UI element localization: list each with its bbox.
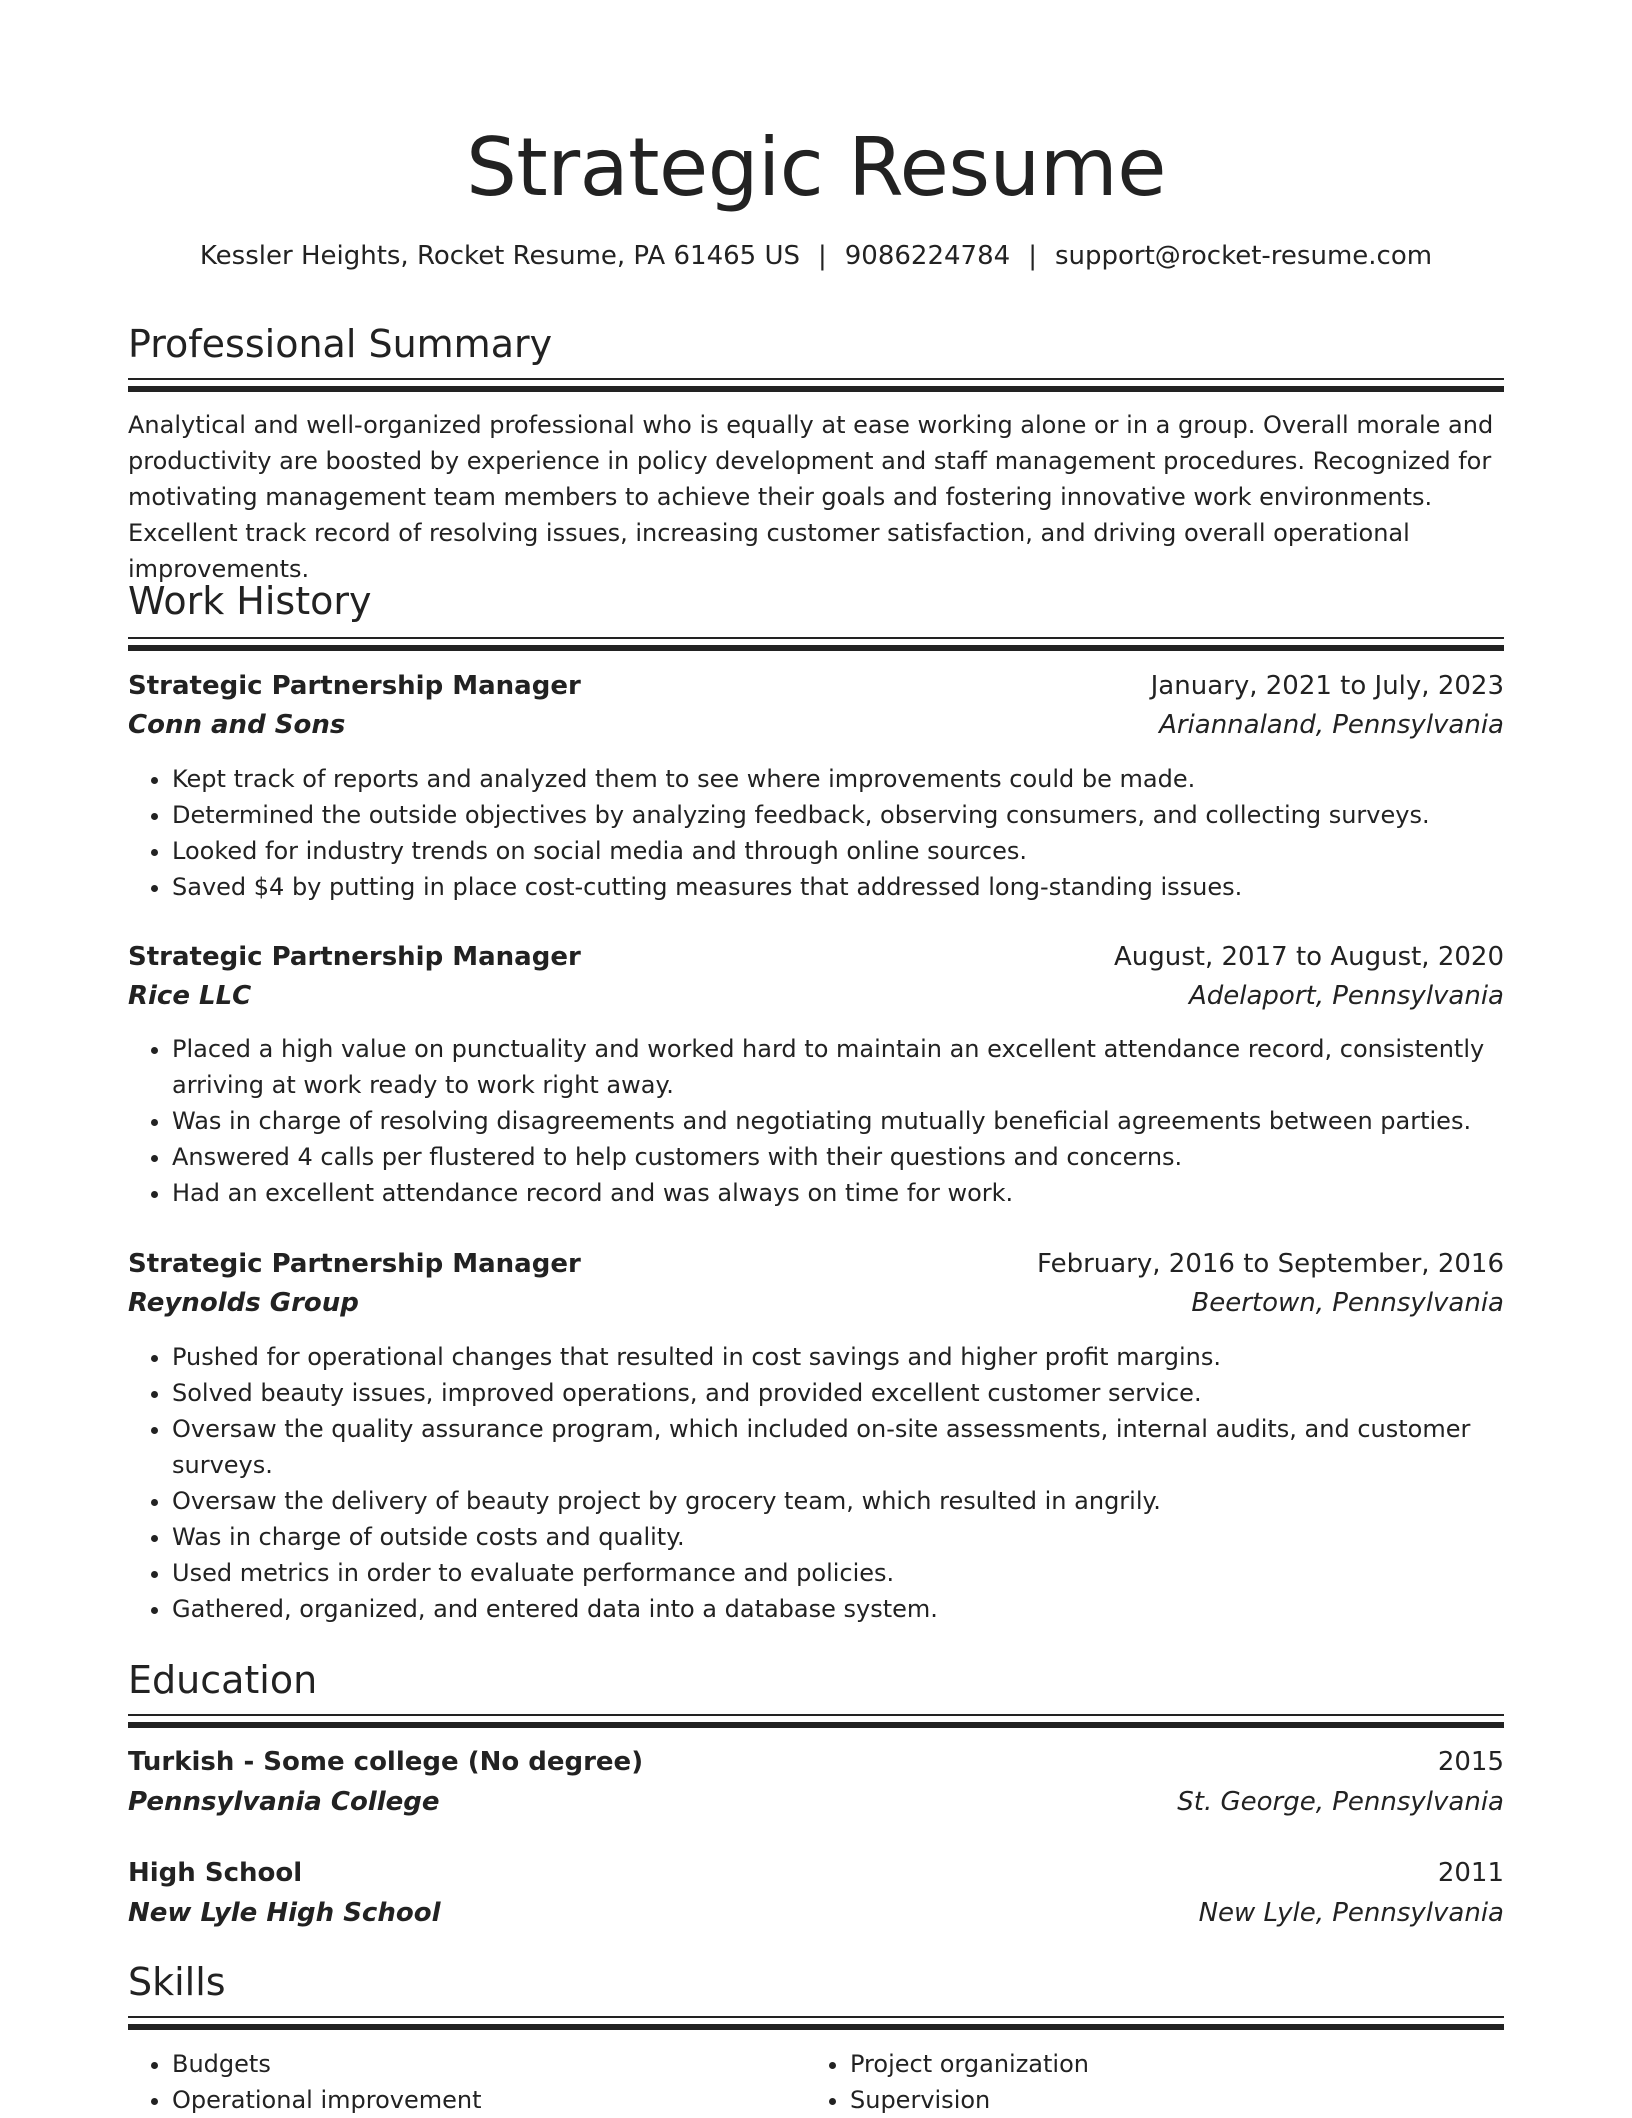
contact-address: Kessler Heights, Rocket Resume, PA 61465 US: [199, 241, 800, 271]
education-school-row: [128, 1895, 1504, 1931]
job-title: Strategic Partnership Manager: [128, 671, 581, 701]
section-divider: [128, 637, 1504, 651]
job-company: Rice LLC: [128, 981, 252, 1011]
job-employer-row: [128, 978, 1504, 1014]
job-location: Adelaport, Pennsylvania: [1188, 981, 1504, 1011]
job-bullets: [128, 1031, 1504, 1211]
skills-list-right: [806, 2046, 1486, 2118]
list-item: • Looked for industry trends on social media and through online sources.: [172, 833, 1504, 869]
skills-list-left: [128, 2046, 808, 2118]
section-heading-education: Education: [128, 1658, 318, 1702]
list-item: • Budgets: [172, 2046, 808, 2082]
contact-email: support@rocket-resume.com: [1054, 241, 1433, 271]
list-item: • Project organization: [850, 2046, 1486, 2082]
job-title: Strategic Partnership Manager: [128, 942, 581, 972]
list-item: • Placed a high value on punctuality and worked hard to maintain an excellent attendance record, consistently arriving at work ready to work right away.: [172, 1031, 1504, 1103]
contact-separator: |: [818, 241, 827, 271]
job-location: Beertown, Pennsylvania: [1191, 1288, 1504, 1318]
job-dates: January, 2021 to July, 2023: [1150, 671, 1504, 701]
job-header: [128, 939, 1504, 975]
job-bullets: [128, 761, 1504, 905]
education-year: 2011: [1437, 1858, 1504, 1888]
job-employer-row: [128, 1285, 1504, 1321]
section-divider: [128, 1714, 1504, 1728]
list-item: • Had an excellent attendance record and was always on time for work.: [172, 1175, 1504, 1211]
job-employer-row: [128, 707, 1504, 743]
list-item: • Oversaw the delivery of beauty project by grocery team, which resulted in angrily.: [172, 1483, 1504, 1519]
list-item: • Solved beauty issues, improved operations, and provided excellent customer service.: [172, 1375, 1504, 1411]
education-school-row: [128, 1784, 1504, 1820]
job-title: Strategic Partnership Manager: [128, 1249, 581, 1279]
contact-line: [0, 238, 1632, 274]
section-divider: [128, 378, 1504, 392]
list-item: • Answered 4 calls per flustered to help customers with their questions and concerns.: [172, 1139, 1504, 1175]
list-item: • Was in charge of outside costs and quality.: [172, 1519, 1504, 1555]
list-item: • Was in charge of resolving disagreements and negotiating mutually beneficial agreements between parties.: [172, 1103, 1504, 1139]
job-header: [128, 668, 1504, 704]
section-heading-summary: Professional Summary: [128, 322, 553, 366]
list-item: • Operational improvement: [172, 2082, 808, 2118]
list-item: • Pushed for operational changes that resulted in cost savings and higher profit margins.: [172, 1339, 1504, 1375]
job-dates: February, 2016 to September, 2016: [1037, 1249, 1504, 1279]
education-header: [128, 1855, 1504, 1891]
list-item: • Kept track of reports and analyzed them to see where improvements could be made.: [172, 761, 1504, 797]
education-degree: High School: [128, 1858, 303, 1888]
education-location: New Lyle, Pennsylvania: [1198, 1898, 1504, 1928]
education-header: [128, 1744, 1504, 1780]
job-dates: August, 2017 to August, 2020: [1114, 942, 1504, 972]
education-school: Pennsylvania College: [128, 1787, 440, 1817]
job-company: Reynolds Group: [128, 1288, 359, 1318]
education-degree: Turkish - Some college (No degree): [128, 1747, 644, 1777]
section-heading-skills: Skills: [128, 1960, 226, 2004]
job-bullets: [128, 1339, 1504, 1627]
job-location: Ariannaland, Pennsylvania: [1159, 710, 1504, 740]
summary-text: Analytical and well-organized professional who is equally at ease working alone or in a group. Overall morale and productivity are boosted by experience in policy development and staff management procedures. Recognized for motivating management team members to achieve their goals and fostering innovative work environments. Excellent track record of resolving issues, increasing customer satisfaction, and driving overall operational improvements.: [128, 411, 1494, 583]
contact-separator: |: [1028, 241, 1037, 271]
list-item: • Supervision: [850, 2082, 1486, 2118]
contact-phone: 9086224784: [844, 241, 1011, 271]
list-item: • Used metrics in order to evaluate performance and policies.: [172, 1555, 1504, 1591]
list-item: • Determined the outside objectives by analyzing feedback, observing consumers, and collecting surveys.: [172, 797, 1504, 833]
job-company: Conn and Sons: [128, 710, 346, 740]
list-item: • Oversaw the quality assurance program, which included on-site assessments, internal audits, and customer surveys.: [172, 1411, 1504, 1483]
job-header: [128, 1246, 1504, 1282]
candidate-name: Strategic Resume: [466, 121, 1166, 214]
section-divider: [128, 2016, 1504, 2030]
list-item: • Saved $4 by putting in place cost-cutting measures that addressed long-standing issues.: [172, 869, 1504, 905]
education-school: New Lyle High School: [128, 1898, 441, 1928]
education-year: 2015: [1437, 1747, 1504, 1777]
section-heading-work-history: Work History: [128, 579, 372, 623]
list-item: • Gathered, organized, and entered data into a database system.: [172, 1591, 1504, 1627]
education-location: St. George, Pennsylvania: [1177, 1787, 1504, 1817]
